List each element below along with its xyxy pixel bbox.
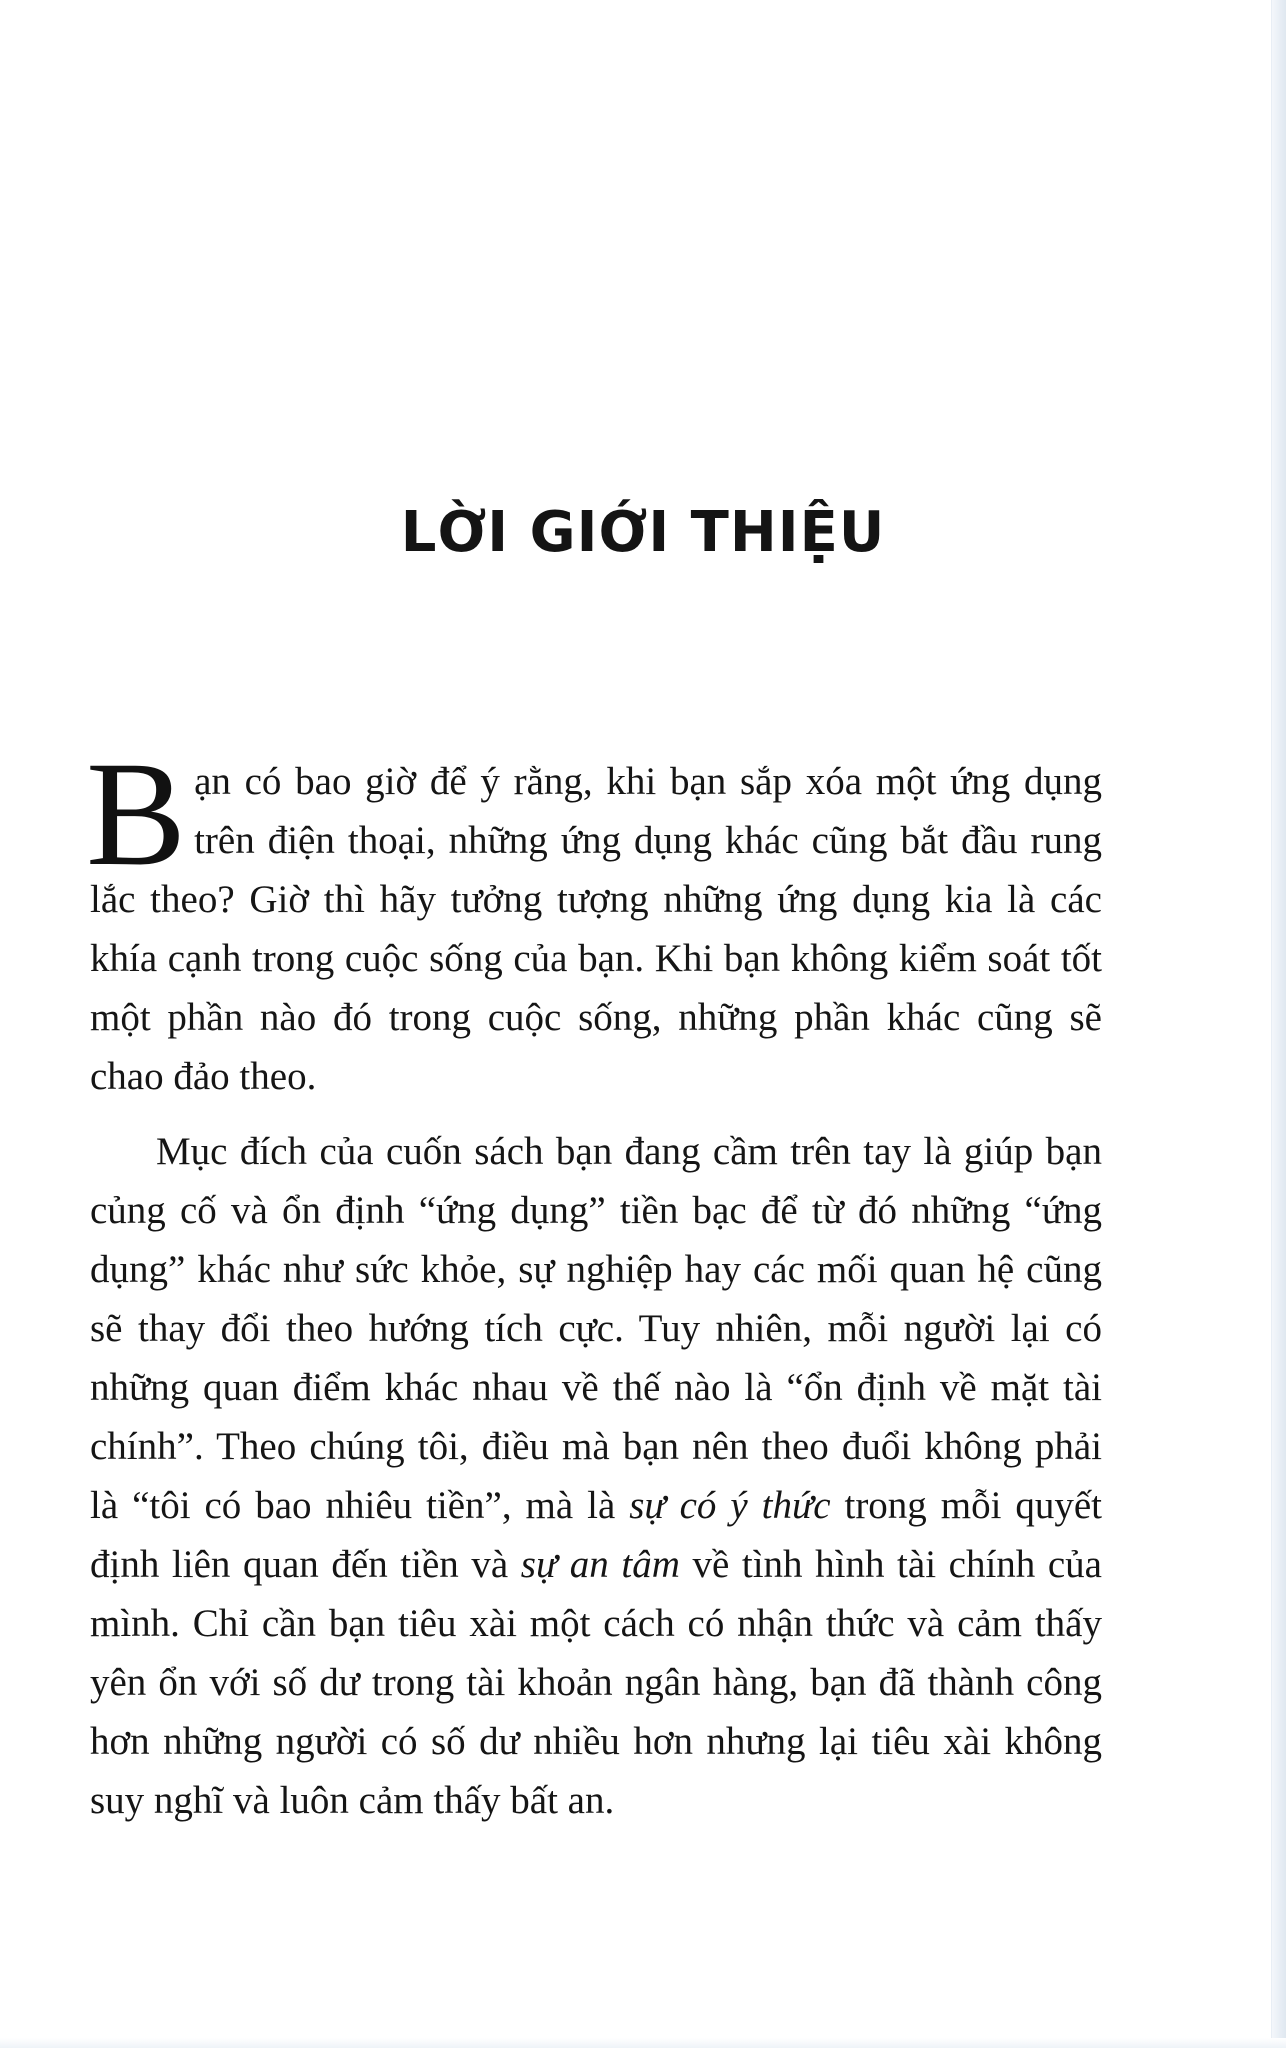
emphasis-conscious: sự có ý thức <box>629 1484 831 1527</box>
page-edge <box>1271 0 1286 2048</box>
paragraph-second-text-2: trong mỗi quyết định liên quan đến tiền và <box>90 1484 1102 1586</box>
paragraph-first <box>86 731 1102 1106</box>
paragraph-first-text: ạn có bao giờ để ý rằng, khi bạn sắp xóa một ứng dụng trên điện thoại, những ứng dụng khác cũng bắt đầu rung lắc theo? Giờ thì hãy tưởng tượng những ứng dụng kia là các khía cạnh trong cuộc sống của bạn. Khi bạn không kiểm soát tốt một phần nào đó trong cuộc sống, những phần khác cũng sẽ chao đảo theo. <box>90 760 1102 1098</box>
chapter-title: LỜI GIỚI THIỆU <box>400 500 886 565</box>
paragraph-second <box>90 1122 1102 1830</box>
page-bottom-edge <box>0 2038 1286 2048</box>
paragraph-second-text-1: Mục đích của cuốn sách bạn đang cầm trên tay là giúp bạn củng cố và ổn định “ứng dụng” tiền bạc để từ đó những “ứng dụng” khác như sức khỏe, sự nghiệp hay các mối quan hệ cũng sẽ thay đổi theo hướng tích cực. Tuy nhiên, mỗi người lại có những quan điểm khác nhau về thế nào là “ổn định về mặt tài chính”. Theo chúng tôi, điều mà bạn nên theo đuổi không phải là “tôi có bao nhiêu tiền”, mà là <box>90 1130 1102 1527</box>
drop-cap: B <box>86 731 187 897</box>
emphasis-peace-of-mind: sự an tâm <box>520 1543 680 1586</box>
paragraph-second-text-3: về tình hình tài chính của mình. Chỉ cần bạn tiêu xài một cách có nhận thức và cảm thấy yên ổn với số dư trong tài khoản ngân hàng, bạn đã thành công hơn những người có số dư nhiều hơn nhưng lại tiêu xài không suy nghĩ và luôn cảm thấy bất an. <box>90 1543 1102 1822</box>
body-text <box>86 731 1102 1830</box>
